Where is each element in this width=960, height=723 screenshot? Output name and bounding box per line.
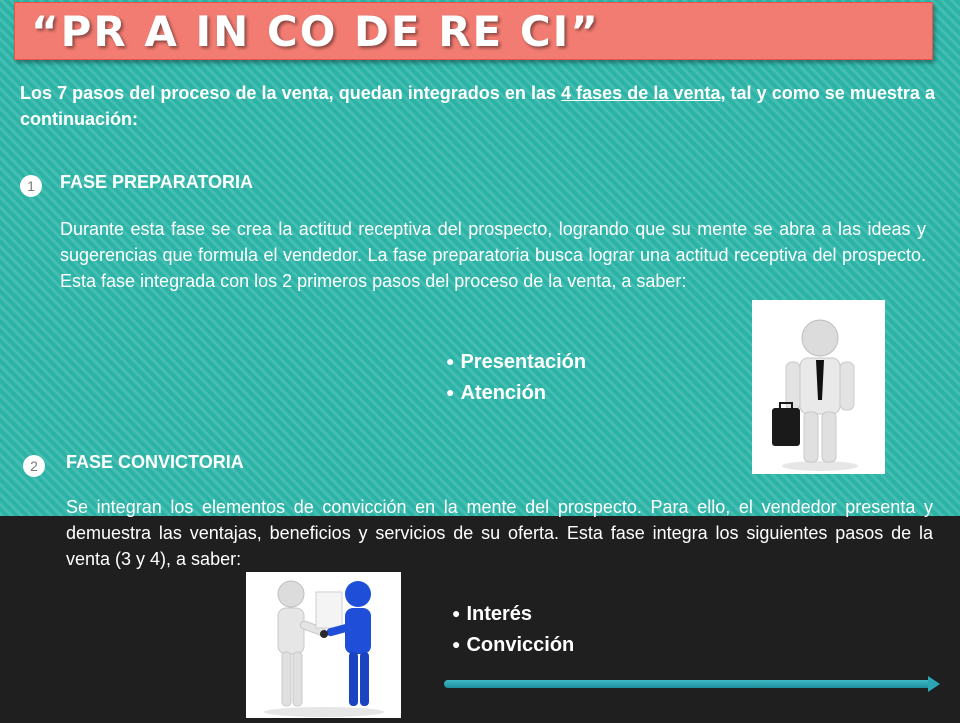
next-arrow-line — [444, 680, 932, 688]
intro-text-before: Los 7 pasos del proceso de la venta, quedan integrados en las — [20, 83, 562, 103]
slide-title: “PR A IN CO DE RE CI” — [31, 7, 600, 56]
four-phases-link[interactable]: 4 fases de la venta — [561, 83, 721, 103]
list-item: ● Atención — [446, 382, 547, 404]
list-item: ● Presentación — [446, 351, 587, 373]
arrow-right-icon[interactable] — [928, 676, 940, 692]
phase-1-body: Durante esta fase se crea la actitud receptiva del prospecto, logrando que su mente se abra a las ideas y sugerencias que formula el vendedor. La fase preparatoria busca lograr una actitud receptiva del prospecto. Esta fase integrada con los 2 primeros pasos del proceso de la venta, a saber: — [60, 219, 926, 291]
intro-paragraph — [20, 80, 935, 132]
title-banner — [14, 2, 933, 60]
phase-2-body: Se integran los elementos de convicción en la mente del prospecto. Para ello, el vendedor presenta y demuestra las ventajas, beneficios y servicios de su oferta. Esta fase integra los siguientes pasos de la venta (3 y 4), a saber: — [66, 497, 933, 569]
list-item: ● Convicción — [452, 634, 575, 656]
phase-2-steps — [452, 598, 574, 660]
phase-1-title: FASE PREPARATORIA — [60, 172, 254, 192]
list-item: ● Interés — [452, 603, 533, 625]
phase-number-1: 1 — [20, 175, 42, 197]
intro-text-after: , tal y como se muestra a continuación: — [20, 83, 935, 129]
phase-2-title: FASE CONVICTORIA — [66, 452, 244, 472]
phase-1-steps — [446, 346, 586, 408]
businessman-image — [752, 300, 885, 474]
handshake-image — [246, 572, 401, 718]
phase-number-2: 2 — [23, 455, 45, 477]
